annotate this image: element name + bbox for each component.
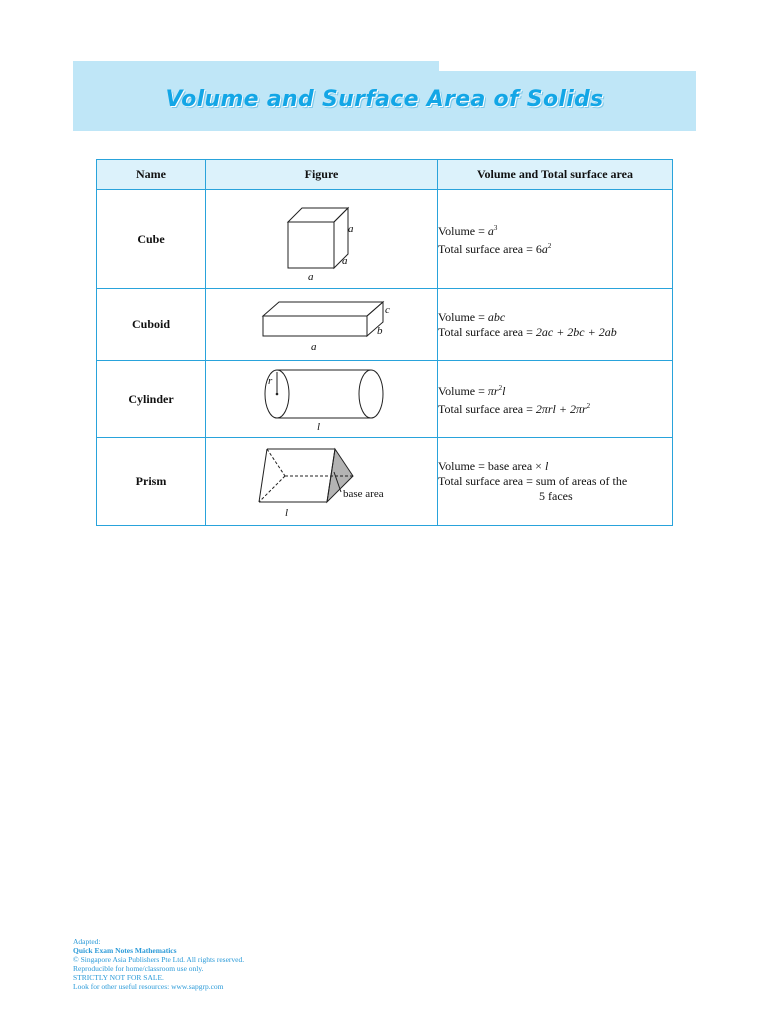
page-title: Volume and Surface Area of Solids: [165, 87, 604, 112]
prism-hidden-edge-3: [259, 476, 285, 502]
solid-name-cube: Cube: [97, 190, 206, 289]
footer-not-for-sale: STRICTLY NOT FOR SALE.: [73, 973, 164, 982]
footer-adapted: Adapted:: [73, 937, 101, 946]
cuboid-front-face: [263, 316, 367, 336]
cylinder-label-r: r: [267, 375, 272, 387]
column-header-figure: Figure: [206, 160, 438, 190]
footer-usage: Reproducible for home/classroom use only.: [73, 964, 204, 973]
formula-cell-prism: [438, 438, 673, 526]
footer-source-title: Quick Exam Notes Mathematics: [73, 946, 177, 955]
cube-figure: [262, 194, 382, 284]
solid-name-cylinder: Cylinder: [97, 361, 206, 438]
prism-label-base-area: base area: [342, 487, 384, 500]
cuboid-figure: [247, 294, 397, 356]
solids-table: [96, 159, 673, 526]
solid-name-prism: Prism: [97, 438, 206, 526]
cuboid-surface-area: Total surface area = 2ac + 2bc + 2ab: [438, 324, 617, 339]
figure-cell-cube: [206, 190, 438, 289]
figure-cell-cylinder: [206, 361, 438, 438]
cube-top-face: [288, 208, 348, 222]
table-row-cylinder: [97, 361, 673, 438]
cylinder-right-end: [359, 370, 383, 418]
cube-surface-area: Total surface area = $6a^2$: [438, 242, 552, 256]
cube-label-height: a: [347, 223, 353, 235]
column-header-name: Name: [97, 160, 206, 190]
column-header-formulas: Volume and Total surface area: [438, 160, 673, 190]
formula-cell-cube: [438, 190, 673, 289]
footer-resources: Look for other useful resources: www.sapgrp.com: [73, 982, 224, 991]
prism-surface-area-continued: 5 faces: [539, 489, 573, 503]
cylinder-volume: Volume = $\pi r^2l$: [438, 384, 506, 398]
prism-label-l: l: [284, 506, 288, 519]
cube-volume: Volume = $a^3$: [438, 224, 498, 238]
cylinder-figure: [257, 366, 387, 432]
solid-name-cuboid: Cuboid: [97, 289, 206, 361]
prism-front-edge: [259, 449, 267, 502]
formula-cell-cylinder: [438, 361, 673, 438]
figure-cell-prism: [206, 438, 438, 526]
cuboid-top-face: [263, 302, 383, 316]
header-banner: [73, 71, 696, 131]
cube-front-face: [288, 222, 334, 268]
cylinder-surface-area: Total surface area = $2\pi rl + 2\pi r^2$: [438, 402, 591, 416]
cube-label-depth: a: [341, 255, 347, 267]
prism-figure: [247, 444, 397, 520]
table-header-row: [97, 160, 673, 190]
cuboid-volume: Volume = abc: [438, 309, 506, 324]
cuboid-label-c: c: [384, 303, 390, 316]
table-row-cuboid: [97, 289, 673, 361]
formula-cell-cuboid: [438, 289, 673, 361]
cylinder-centre-point: [275, 393, 278, 396]
prism-hidden-edge-1: [267, 449, 285, 476]
table-row-prism: [97, 438, 673, 526]
cylinder-label-l: l: [316, 421, 320, 432]
footer-credits: [73, 937, 244, 991]
cube-label-width: a: [307, 271, 313, 283]
footer-copyright: © Singapore Asia Publishers Pte Ltd. All rights reserved.: [73, 955, 245, 964]
cuboid-label-b: b: [376, 324, 382, 337]
prism-surface-area: Total surface area = sum of areas of the: [438, 474, 628, 488]
cuboid-label-a: a: [310, 340, 316, 353]
prism-volume: Volume = base area × l: [438, 459, 549, 473]
table-row-cube: [97, 190, 673, 289]
figure-cell-cuboid: [206, 289, 438, 361]
